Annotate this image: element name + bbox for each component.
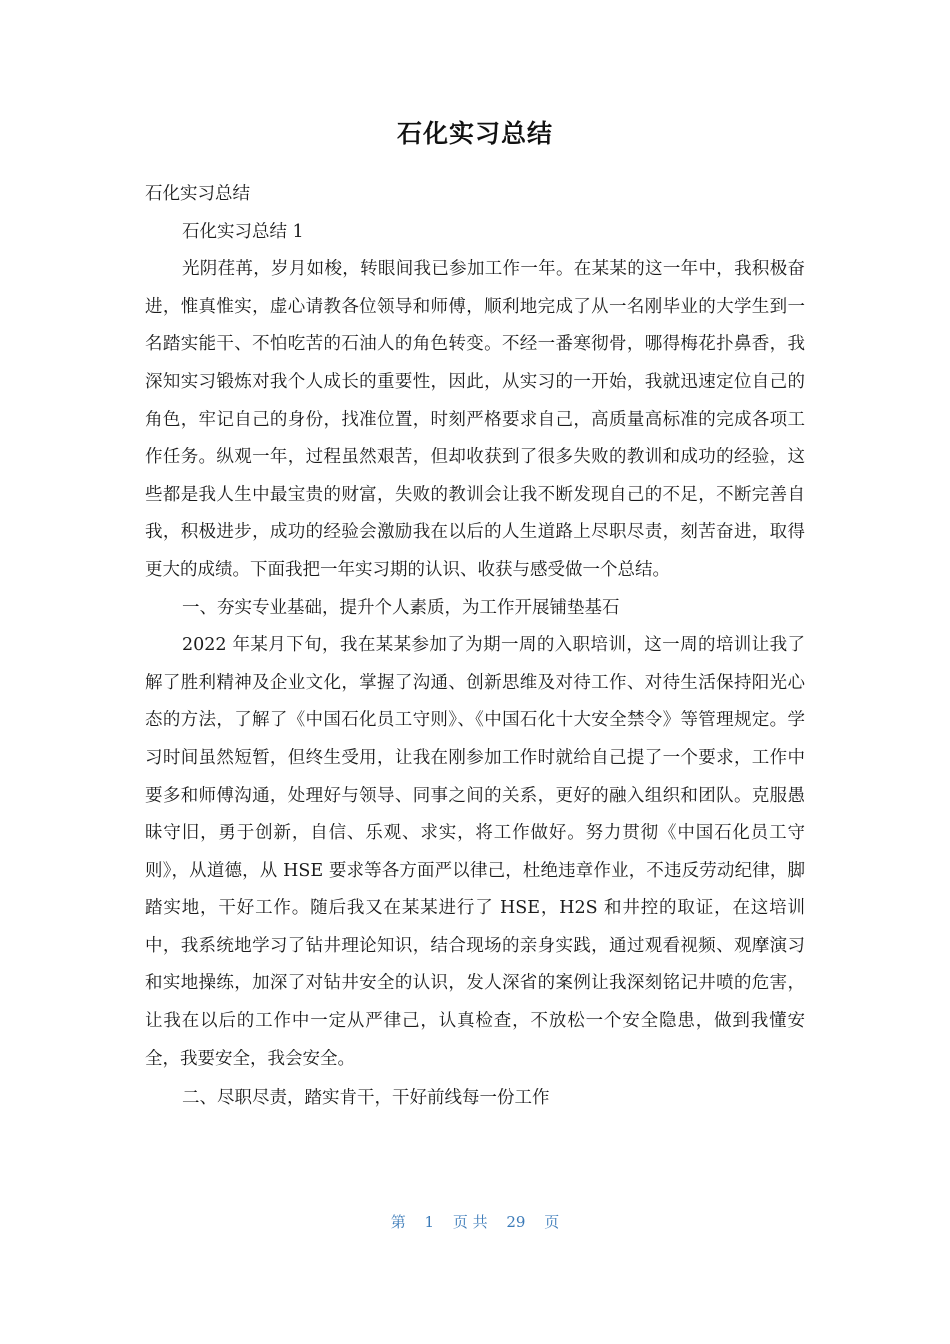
document-title: 石化实习总结 (396, 119, 553, 148)
page-footer (0, 1211, 950, 1232)
footer-total-pages: 29 (506, 1213, 526, 1231)
subtitle-line: 石化实习总结 (145, 184, 250, 204)
paragraph-training: 2022 年某月下旬，我在某某参加了为期一周的入职培训，这一周的培训让我了解了胜利精神及企业文化，掌握了沟通、创新思维及对待工作、对待生活保持阳光心态的方法，了解了《中国石化员工守则》、《中国石化十大安全禁令》等管理规定。学习时间虽然短暂，但终生受用，让我在刚参加工作时就给自己提了一个要求，工作中要多和师傅沟通，处理好与领导、同事之间的关系，更好的融入组织和团队。克服愚昧守旧，勇于创新，自信、乐观、求实，将工作做好。努力贯彻《中国石化员工守则》，从道德，从 HSE 要求等各方面严以律己，杜绝违章作业，不违反劳动纪律，脚踏实地，干好工作。随后我又在某某进行了 HSE，H2S 和井控的取证，在这培训中，我系统地学习了钻井理论知识，结合现场的亲身实践，通过观看视频、观摩演习和实地操练，加深了对钻井安全的认识，发人深省的案例让我深刻铭记井喷的危害，让我在以后的工作中一定从严律己，认真检查，不放松一个安全隐患，做到我懂安全，我要安全，我会安全。 (145, 635, 805, 1069)
section-heading-part-two: 二、尽职尽责，踏实肯干，干好前线每一份工作 (182, 1088, 550, 1109)
document-body (145, 176, 805, 1118)
footer-suffix: 页 (544, 1213, 560, 1231)
footer-middle: 页 共 (452, 1213, 488, 1231)
paragraph-intro: 光阴荏苒，岁月如梭，转眼间我已参加工作一年。在某某的这一年中，我积极奋进，惟真惟实，虚心请教各位领导和师傅，顺利地完成了从一名刚毕业的大学生到一名踏实能干、不怕吃苦的石油人的角色转变。不经一番寒彻骨，哪得梅花扑鼻香，我深知实习锻炼对我个人成长的重要性，因此，从实习的一开始，我就迅速定位自己的角色，牢记自己的身份，找准位置，时刻严格要求自己，高质量高标准的完成各项工作任务。纵观一年，过程虽然艰苦，但却收获到了很多失败的教训和成功的经验，这些都是我人生中最宝贵的财富，失败的教训会让我不断发现自己的不足，不断完善自我，积极进步，成功的经验会激励我在以后的人生道路上尽职尽责，刻苦奋进，取得更大的成绩。下面我把一年实习期的认识、收获与感受做一个总结。 (145, 259, 805, 580)
footer-prefix: 第 (390, 1213, 406, 1231)
footer-current-page: 1 (424, 1213, 435, 1231)
section-heading-1: 石化实习总结 1 (182, 221, 304, 242)
section-heading-part-one: 一、夯实专业基础，提升个人素质，为工作开展铺垫基石 (182, 597, 620, 618)
